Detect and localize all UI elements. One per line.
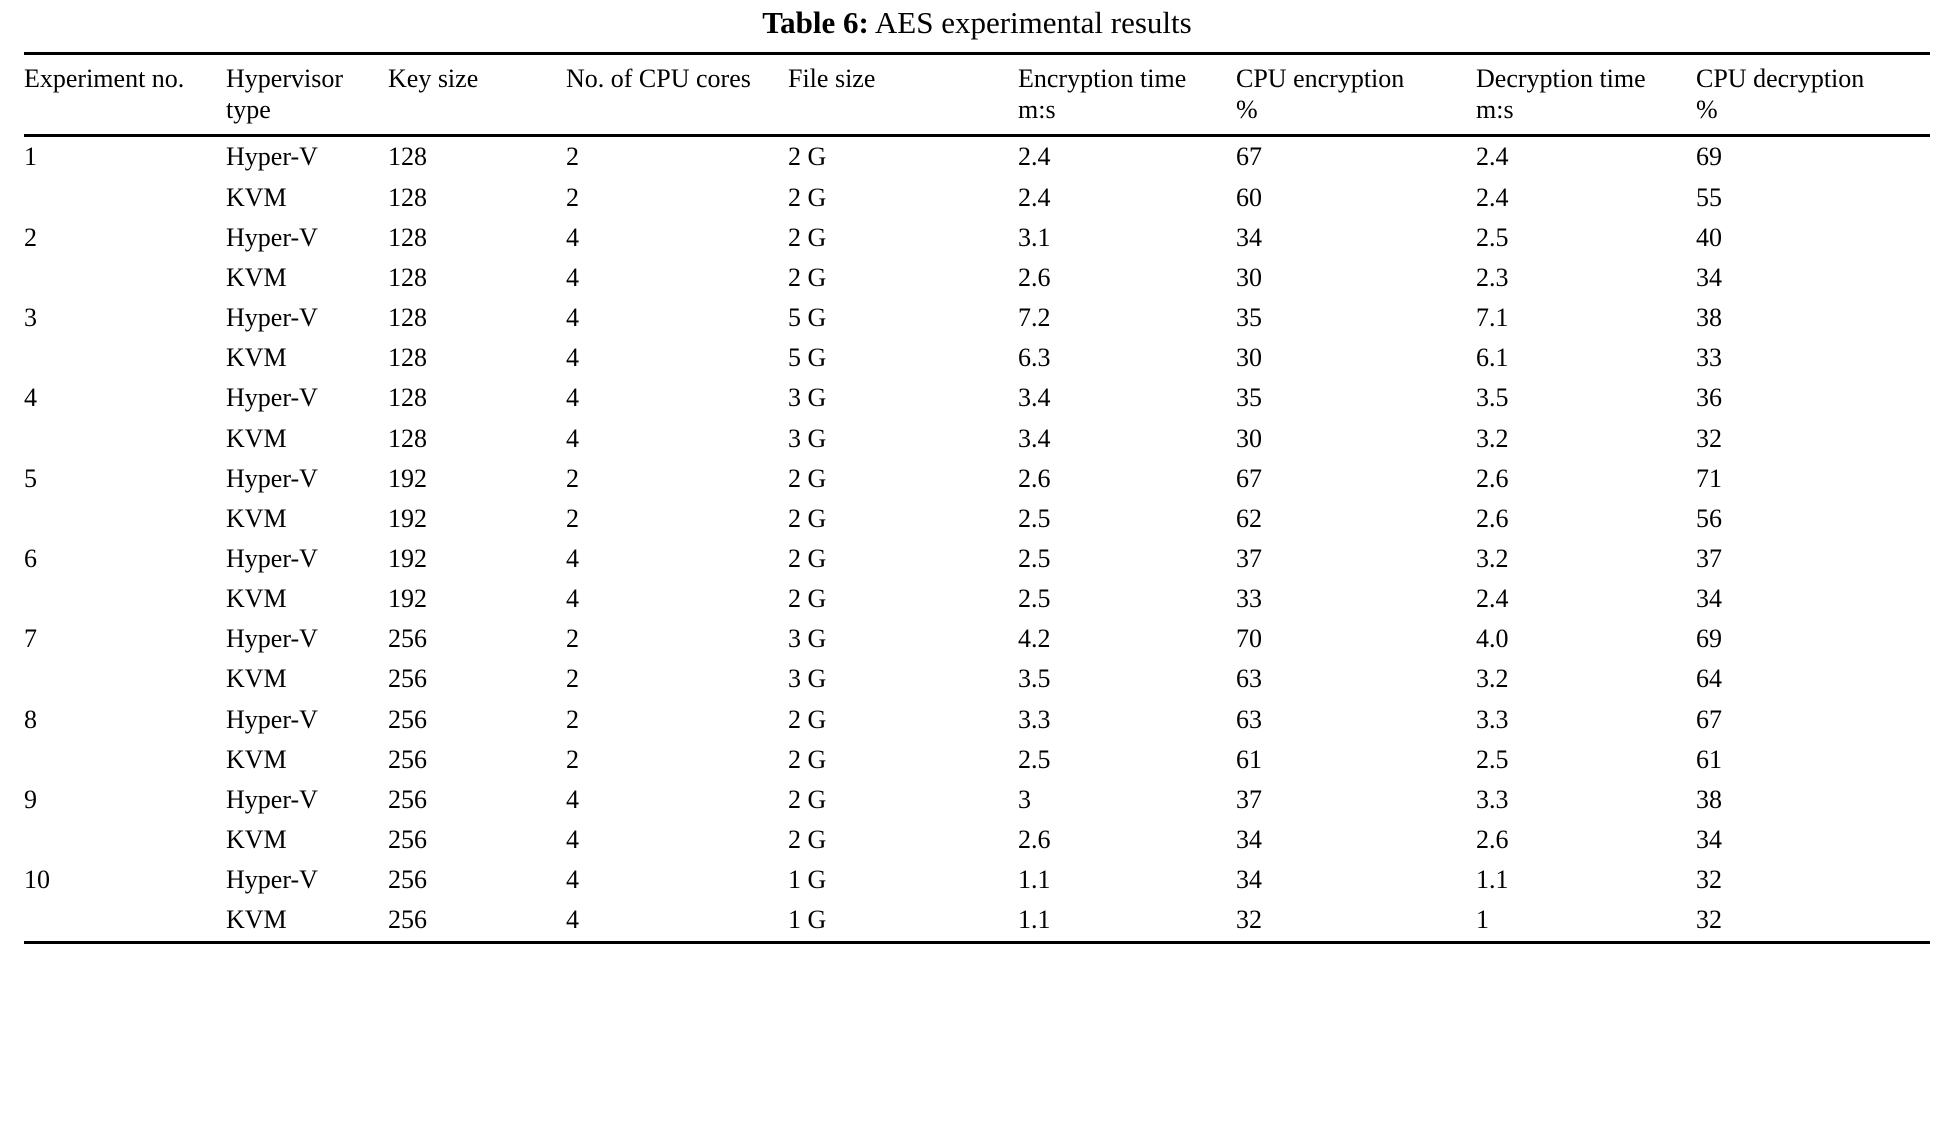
cell-cpu-decryption-pct: 37 xyxy=(1696,544,1722,573)
table-row xyxy=(24,659,1930,699)
cell-cpu-cores: 2 xyxy=(566,142,579,172)
table-caption-label: Table 6: xyxy=(762,5,869,40)
table-row xyxy=(24,860,1930,900)
cell-key-size: 192 xyxy=(388,584,427,614)
column-header-key-size: Key size xyxy=(388,64,479,94)
table-row xyxy=(24,136,1930,178)
cell-cpu-encryption-pct: 33 xyxy=(1236,584,1262,614)
cell-encryption-time: 2.6 xyxy=(1018,463,1051,493)
table-body xyxy=(24,136,1930,942)
cell-decryption-time: 2.6 xyxy=(1476,503,1509,533)
table-row xyxy=(24,298,1930,338)
cell-hypervisor-type: Hyper-V xyxy=(226,624,318,654)
cell-cpu-cores: 4 xyxy=(566,343,579,373)
cell-cpu-encryption-pct: 37 xyxy=(1236,544,1262,573)
cell-cpu-cores: 4 xyxy=(566,825,579,855)
cell-decryption-time: 2.4 xyxy=(1476,584,1509,614)
cell-encryption-time: 3.3 xyxy=(1018,704,1051,734)
cell-encryption-time: 2.5 xyxy=(1018,584,1051,614)
cell-hypervisor-type: Hyper-V xyxy=(226,303,318,333)
cell-cpu-cores: 2 xyxy=(566,664,579,694)
cell-cpu-cores: 4 xyxy=(566,865,579,895)
cell-encryption-time: 3.1 xyxy=(1018,222,1051,252)
table-caption xyxy=(24,0,1930,52)
cell-key-size: 128 xyxy=(388,303,427,333)
cell-experiment-no: 6 xyxy=(24,544,37,573)
table-row xyxy=(24,579,1930,619)
cell-file-size: 3 G xyxy=(788,664,827,694)
cell-decryption-time: 3.3 xyxy=(1476,784,1509,814)
cell-experiment-no xyxy=(24,740,226,780)
cell-cpu-encryption-pct: 60 xyxy=(1236,182,1262,212)
cell-hypervisor-type: KVM xyxy=(226,664,287,694)
cell-key-size: 192 xyxy=(388,463,427,493)
cell-cpu-cores: 2 xyxy=(566,704,579,734)
table-row xyxy=(24,700,1930,740)
cell-experiment-no xyxy=(24,338,226,378)
table-row xyxy=(24,459,1930,499)
table-header-row xyxy=(24,54,1930,136)
cell-decryption-time: 3.2 xyxy=(1476,544,1509,573)
cell-file-size: 3 G xyxy=(788,383,827,413)
cell-cpu-encryption-pct: 30 xyxy=(1236,343,1262,373)
cell-cpu-decryption-pct: 38 xyxy=(1696,303,1722,333)
cell-cpu-decryption-pct: 34 xyxy=(1696,262,1722,292)
cell-file-size: 1 G xyxy=(788,865,827,895)
cell-cpu-decryption-pct: 32 xyxy=(1696,905,1722,935)
cell-hypervisor-type: Hyper-V xyxy=(226,544,318,573)
cell-experiment-no: 4 xyxy=(24,383,37,413)
cell-experiment-no: 5 xyxy=(24,463,37,493)
cell-file-size: 2 G xyxy=(788,222,827,252)
column-header-hypervisor-type: Hypervisor type xyxy=(226,64,343,124)
cell-experiment-no: 7 xyxy=(24,624,37,654)
cell-hypervisor-type: KVM xyxy=(226,503,287,533)
cell-experiment-no xyxy=(24,579,226,619)
table-row xyxy=(24,258,1930,298)
cell-cpu-encryption-pct: 34 xyxy=(1236,222,1262,252)
cell-cpu-cores: 2 xyxy=(566,744,579,774)
cell-decryption-time: 2.6 xyxy=(1476,463,1509,493)
cell-file-size: 2 G xyxy=(788,463,827,493)
cell-cpu-decryption-pct: 64 xyxy=(1696,664,1722,694)
cell-experiment-no: 2 xyxy=(24,222,37,252)
cell-hypervisor-type: Hyper-V xyxy=(226,865,318,895)
cell-decryption-time: 6.1 xyxy=(1476,343,1509,373)
cell-cpu-encryption-pct: 67 xyxy=(1236,142,1262,172)
cell-encryption-time: 1.1 xyxy=(1018,865,1051,895)
cell-hypervisor-type: Hyper-V xyxy=(226,142,318,172)
table-row xyxy=(24,178,1930,218)
cell-cpu-cores: 4 xyxy=(566,222,579,252)
cell-cpu-decryption-pct: 55 xyxy=(1696,182,1722,212)
cell-encryption-time: 2.4 xyxy=(1018,182,1051,212)
cell-file-size: 2 G xyxy=(788,182,827,212)
cell-key-size: 128 xyxy=(388,262,427,292)
cell-cpu-cores: 4 xyxy=(566,262,579,292)
cell-encryption-time: 3 xyxy=(1018,784,1031,814)
table-row xyxy=(24,900,1930,942)
cell-cpu-decryption-pct: 40 xyxy=(1696,222,1722,252)
cell-encryption-time: 2.4 xyxy=(1018,142,1051,172)
cell-decryption-time: 2.6 xyxy=(1476,825,1509,855)
cell-cpu-encryption-pct: 35 xyxy=(1236,303,1262,333)
cell-key-size: 256 xyxy=(388,704,427,734)
cell-hypervisor-type: Hyper-V xyxy=(226,784,318,814)
table-row xyxy=(24,619,1930,659)
cell-key-size: 256 xyxy=(388,865,427,895)
cell-cpu-decryption-pct: 67 xyxy=(1696,704,1722,734)
cell-experiment-no xyxy=(24,900,226,942)
cell-experiment-no xyxy=(24,820,226,860)
cell-decryption-time: 2.4 xyxy=(1476,182,1509,212)
cell-file-size: 2 G xyxy=(788,744,827,774)
cell-cpu-decryption-pct: 33 xyxy=(1696,343,1722,373)
cell-cpu-encryption-pct: 30 xyxy=(1236,262,1262,292)
column-header-cpu-encryption-pct: CPU encryption % xyxy=(1236,64,1405,124)
cell-decryption-time: 7.1 xyxy=(1476,303,1509,333)
cell-experiment-no xyxy=(24,178,226,218)
cell-encryption-time: 2.6 xyxy=(1018,825,1051,855)
cell-cpu-cores: 4 xyxy=(566,303,579,333)
cell-key-size: 256 xyxy=(388,825,427,855)
cell-encryption-time: 3.5 xyxy=(1018,664,1051,694)
cell-file-size: 2 G xyxy=(788,544,827,573)
cell-cpu-encryption-pct: 32 xyxy=(1236,905,1262,935)
aes-results-table xyxy=(24,52,1930,943)
cell-decryption-time: 2.3 xyxy=(1476,262,1509,292)
cell-experiment-no xyxy=(24,419,226,459)
table-row xyxy=(24,338,1930,378)
cell-cpu-cores: 4 xyxy=(566,544,579,573)
cell-experiment-no: 3 xyxy=(24,303,37,333)
cell-cpu-encryption-pct: 30 xyxy=(1236,423,1262,453)
table-row xyxy=(24,780,1930,820)
cell-file-size: 2 G xyxy=(788,142,827,172)
cell-key-size: 128 xyxy=(388,423,427,453)
cell-cpu-decryption-pct: 34 xyxy=(1696,584,1722,614)
cell-encryption-time: 7.2 xyxy=(1018,303,1051,333)
cell-hypervisor-type: KVM xyxy=(226,423,287,453)
cell-decryption-time: 2.5 xyxy=(1476,222,1509,252)
cell-cpu-decryption-pct: 38 xyxy=(1696,784,1722,814)
cell-encryption-time: 2.6 xyxy=(1018,262,1051,292)
table-caption-text: AES experimental results xyxy=(874,5,1192,40)
cell-key-size: 192 xyxy=(388,544,427,573)
cell-cpu-encryption-pct: 63 xyxy=(1236,704,1262,734)
column-header-cpu-decryption-pct: CPU decryption % xyxy=(1696,64,1865,124)
cell-key-size: 128 xyxy=(388,383,427,413)
table-row xyxy=(24,740,1930,780)
cell-hypervisor-type: KVM xyxy=(226,343,287,373)
cell-decryption-time: 1.1 xyxy=(1476,865,1509,895)
cell-cpu-decryption-pct: 56 xyxy=(1696,503,1722,533)
cell-cpu-cores: 4 xyxy=(566,383,579,413)
cell-key-size: 256 xyxy=(388,905,427,935)
cell-experiment-no: 8 xyxy=(24,704,37,734)
cell-experiment-no: 1 xyxy=(24,142,37,172)
cell-encryption-time: 2.5 xyxy=(1018,503,1051,533)
cell-key-size: 128 xyxy=(388,343,427,373)
cell-encryption-time: 2.5 xyxy=(1018,744,1051,774)
cell-cpu-decryption-pct: 36 xyxy=(1696,383,1722,413)
cell-cpu-encryption-pct: 34 xyxy=(1236,825,1262,855)
cell-file-size: 1 G xyxy=(788,905,827,935)
cell-file-size: 2 G xyxy=(788,704,827,734)
cell-experiment-no xyxy=(24,258,226,298)
cell-cpu-decryption-pct: 69 xyxy=(1696,142,1722,172)
cell-decryption-time: 3.5 xyxy=(1476,383,1509,413)
cell-experiment-no xyxy=(24,659,226,699)
cell-hypervisor-type: KVM xyxy=(226,905,287,935)
cell-cpu-decryption-pct: 34 xyxy=(1696,825,1722,855)
cell-decryption-time: 2.5 xyxy=(1476,744,1509,774)
cell-cpu-cores: 2 xyxy=(566,463,579,493)
cell-decryption-time: 3.3 xyxy=(1476,704,1509,734)
cell-hypervisor-type: Hyper-V xyxy=(226,222,318,252)
cell-hypervisor-type: KVM xyxy=(226,182,287,212)
cell-key-size: 128 xyxy=(388,222,427,252)
cell-hypervisor-type: Hyper-V xyxy=(226,704,318,734)
cell-key-size: 256 xyxy=(388,664,427,694)
cell-key-size: 256 xyxy=(388,744,427,774)
cell-cpu-cores: 2 xyxy=(566,624,579,654)
cell-encryption-time: 4.2 xyxy=(1018,624,1051,654)
column-header-decryption-time: Decryption time m:s xyxy=(1476,64,1646,124)
cell-key-size: 256 xyxy=(388,784,427,814)
cell-file-size: 3 G xyxy=(788,423,827,453)
cell-decryption-time: 1 xyxy=(1476,905,1489,935)
cell-file-size: 2 G xyxy=(788,784,827,814)
cell-cpu-cores: 2 xyxy=(566,182,579,212)
cell-file-size: 2 G xyxy=(788,262,827,292)
cell-decryption-time: 4.0 xyxy=(1476,624,1509,654)
cell-hypervisor-type: KVM xyxy=(226,584,287,614)
cell-cpu-cores: 4 xyxy=(566,423,579,453)
table-row xyxy=(24,820,1930,860)
cell-hypervisor-type: KVM xyxy=(226,744,287,774)
cell-cpu-cores: 4 xyxy=(566,584,579,614)
cell-encryption-time: 6.3 xyxy=(1018,343,1051,373)
cell-experiment-no: 9 xyxy=(24,784,37,814)
cell-cpu-decryption-pct: 69 xyxy=(1696,624,1722,654)
table-row xyxy=(24,378,1930,418)
column-header-file-size: File size xyxy=(788,64,876,94)
cell-experiment-no xyxy=(24,499,226,539)
cell-file-size: 5 G xyxy=(788,303,827,333)
table-row xyxy=(24,539,1930,579)
cell-key-size: 256 xyxy=(388,624,427,654)
cell-file-size: 5 G xyxy=(788,343,827,373)
cell-cpu-cores: 2 xyxy=(566,503,579,533)
cell-file-size: 2 G xyxy=(788,584,827,614)
cell-cpu-encryption-pct: 61 xyxy=(1236,744,1262,774)
cell-decryption-time: 3.2 xyxy=(1476,423,1509,453)
cell-hypervisor-type: Hyper-V xyxy=(226,383,318,413)
cell-cpu-encryption-pct: 63 xyxy=(1236,664,1262,694)
cell-cpu-cores: 4 xyxy=(566,784,579,814)
cell-hypervisor-type: KVM xyxy=(226,262,287,292)
cell-encryption-time: 2.5 xyxy=(1018,544,1051,573)
cell-file-size: 2 G xyxy=(788,825,827,855)
column-header-encryption-time: Encryption time m:s xyxy=(1018,64,1187,124)
cell-cpu-decryption-pct: 71 xyxy=(1696,463,1722,493)
cell-hypervisor-type: Hyper-V xyxy=(226,463,318,493)
table-row xyxy=(24,499,1930,539)
cell-cpu-cores: 4 xyxy=(566,905,579,935)
cell-cpu-encryption-pct: 62 xyxy=(1236,503,1262,533)
cell-key-size: 128 xyxy=(388,142,427,172)
cell-cpu-encryption-pct: 35 xyxy=(1236,383,1262,413)
cell-file-size: 2 G xyxy=(788,503,827,533)
cell-encryption-time: 3.4 xyxy=(1018,383,1051,413)
cell-cpu-decryption-pct: 32 xyxy=(1696,423,1722,453)
cell-experiment-no: 10 xyxy=(24,865,50,895)
cell-cpu-encryption-pct: 37 xyxy=(1236,784,1262,814)
cell-decryption-time: 2.4 xyxy=(1476,142,1509,172)
cell-cpu-encryption-pct: 34 xyxy=(1236,865,1262,895)
cell-file-size: 3 G xyxy=(788,624,827,654)
column-header-experiment-no: Experiment no. xyxy=(24,64,185,94)
cell-key-size: 128 xyxy=(388,182,427,212)
cell-cpu-decryption-pct: 32 xyxy=(1696,865,1722,895)
table-row xyxy=(24,218,1930,258)
cell-cpu-decryption-pct: 61 xyxy=(1696,744,1722,774)
cell-cpu-encryption-pct: 67 xyxy=(1236,463,1262,493)
table-header xyxy=(24,54,1930,136)
cell-key-size: 192 xyxy=(388,503,427,533)
cell-cpu-encryption-pct: 70 xyxy=(1236,624,1262,654)
column-header-cpu-cores: No. of CPU cores xyxy=(566,64,751,94)
cell-decryption-time: 3.2 xyxy=(1476,664,1509,694)
cell-hypervisor-type: KVM xyxy=(226,825,287,855)
cell-encryption-time: 3.4 xyxy=(1018,423,1051,453)
table-row xyxy=(24,419,1930,459)
cell-encryption-time: 1.1 xyxy=(1018,905,1051,935)
